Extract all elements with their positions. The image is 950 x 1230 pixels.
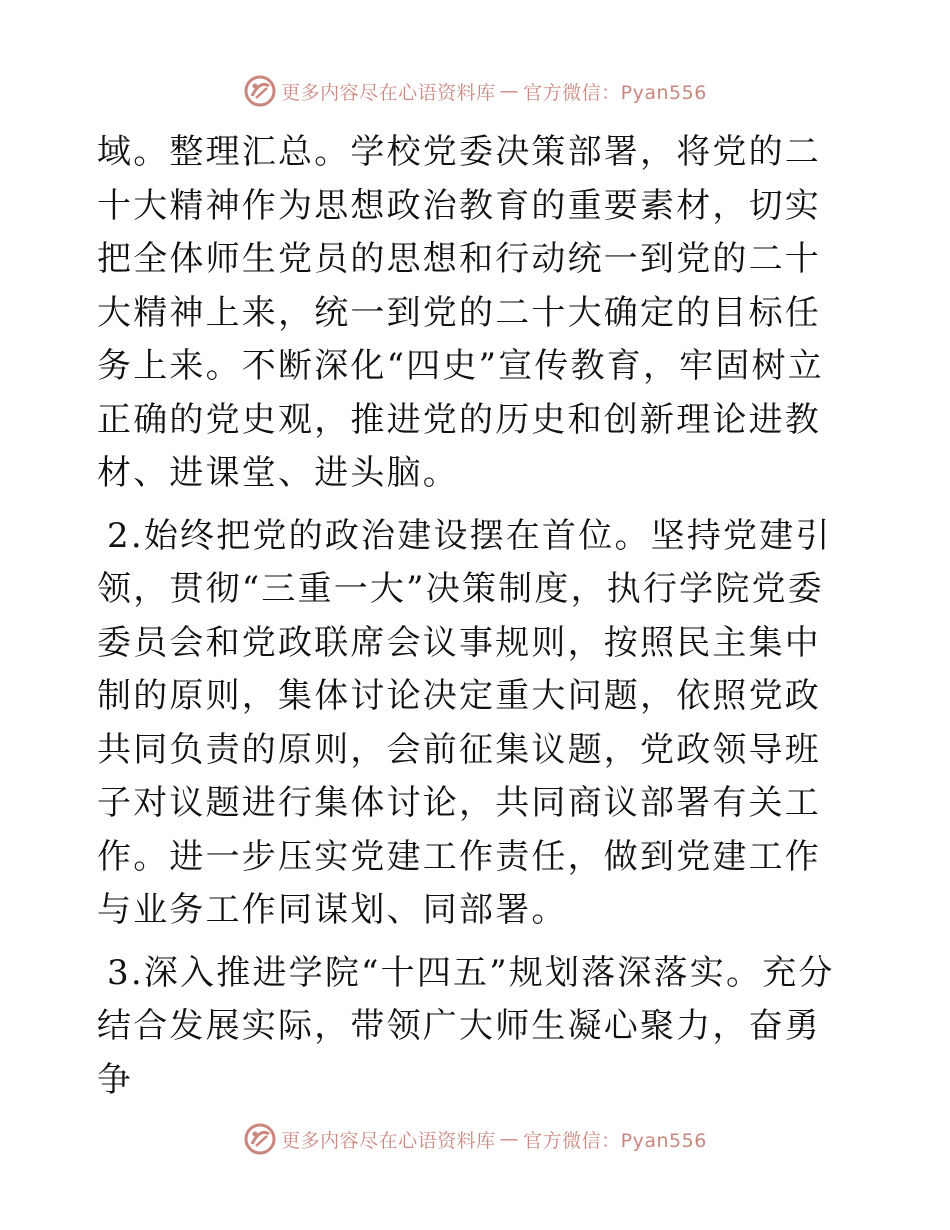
paragraph-2-number: 2. bbox=[107, 515, 144, 556]
watermark-wechat-text: 官方微信：Pyan556 bbox=[523, 1129, 707, 1152]
paragraph-2-text: 始终把党的政治建设摆在首位。坚持党建引领，贯彻“三重一大”决策制度，执行学院党委委员会和党政联席会议事规则，按照民主集中制的原则，集体讨论决定重大问题，依照党政共同负责的原则，会前征集议题，党政领导班子对议题进行集体讨论，共同商议部署有关工作。进一步压实党建工作责任，做到党建工作与业务工作同谋划、同部署。 bbox=[97, 515, 832, 930]
paragraph-3 bbox=[97, 947, 857, 1108]
paragraph-1 bbox=[97, 126, 857, 501]
document-body bbox=[97, 126, 857, 1107]
watermark-main-text: 更多内容尽在心语资料库 bbox=[281, 81, 496, 104]
footer-watermark bbox=[0, 1122, 950, 1156]
paragraph-1-text: 域。整理汇总。学校党委决策部署，将党的二十大精神作为思想政治教育的重要素材，切实把全体师生党员的思想和行动统一到党的二十大精神上来，统一到党的二十大确定的目标任务上来。不断深化“四史”宣传教育，牢固树立正确的党史观，推进党的历史和创新理论进教材、进课堂、进头脑。 bbox=[97, 132, 824, 493]
header-watermark bbox=[0, 74, 950, 108]
seal-logo-icon bbox=[243, 74, 277, 108]
paragraph-3-text: 深入推进学院“十四五”规划落深落实。充分结合发展实际，带领广大师生凝心聚力，奋勇争 bbox=[97, 952, 835, 1100]
watermark-main-text: 更多内容尽在心语资料库 bbox=[281, 1129, 496, 1152]
paragraph-3-number: 3. bbox=[107, 952, 144, 993]
seal-logo-icon bbox=[243, 1122, 277, 1156]
watermark-wechat-text: 官方微信：Pyan556 bbox=[523, 81, 707, 104]
watermark-separator: — bbox=[499, 80, 520, 102]
watermark-separator: — bbox=[499, 1128, 520, 1150]
paragraph-2 bbox=[97, 510, 857, 938]
